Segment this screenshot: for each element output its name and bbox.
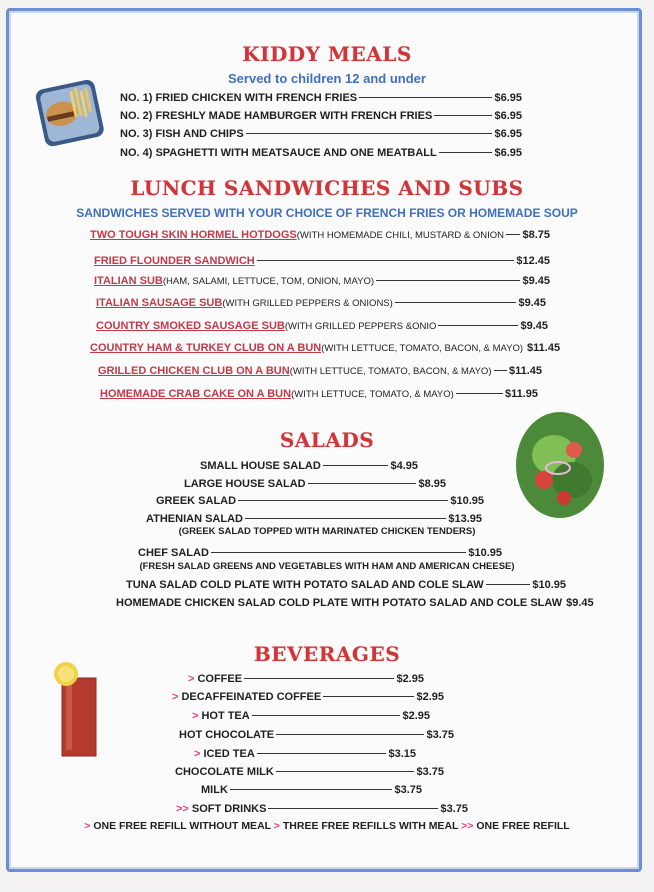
salad-label: LARGE HOUSE SALAD — [184, 478, 306, 490]
leader-line — [434, 115, 492, 116]
leader-line — [506, 234, 520, 235]
kiddy-meal-label: NO. 1) FRIED CHICKEN WITH FRENCH FRIES — [120, 92, 358, 104]
leader-line — [276, 771, 415, 772]
lunch-item-row — [90, 342, 561, 354]
lunch-item-description: (WITH LETTUCE, TOMATO, BACON, & MAYO) — [289, 365, 492, 377]
kiddy-meals-subtitle: Served to children 12 and under — [228, 71, 426, 86]
beverage-marker: > — [188, 673, 195, 685]
lunch-item-name: TWO TOUGH SKIN HORMEL HOTDOGS — [90, 229, 297, 241]
salad-price: $10.95 — [468, 547, 502, 559]
beverage-label: DECAFFEINATED COFFEE — [181, 691, 322, 703]
lunch-item-name: HOMEMADE CRAB CAKE ON A BUN — [100, 388, 292, 400]
refill-marker-3: >> — [461, 820, 474, 832]
kiddy-meal-row — [120, 147, 522, 159]
lunch-item-price: $11.95 — [504, 388, 538, 400]
salad-label: HOMEMADE CHICKEN SALAD COLD PLATE WITH POTATO SALAD AND COLE SLAW — [116, 597, 563, 609]
beverage-price: $3.15 — [388, 748, 416, 760]
lunch-item-price: $8.75 — [522, 229, 550, 241]
burger-fries-photo — [34, 76, 106, 152]
leader-line — [494, 370, 507, 371]
beverage-row — [176, 729, 454, 741]
salad-price: $9.45 — [566, 597, 594, 609]
beverage-label: ICED TEA — [203, 748, 255, 760]
refill-without-meal: ONE FREE REFILL WITHOUT MEAL — [93, 820, 271, 832]
kiddy-meal-price: $6.95 — [494, 128, 522, 140]
kiddy-meal-row — [120, 128, 522, 140]
beverage-row — [188, 673, 424, 685]
leader-line — [323, 696, 414, 697]
beverage-row — [172, 691, 444, 703]
salad-price: $10.95 — [450, 495, 484, 507]
lunch-item-description: (WITH LETTUCE, TOMATO, & MAYO) — [291, 388, 454, 400]
beverage-row — [194, 748, 416, 760]
lunch-item-name: ITALIAN SUB — [94, 275, 163, 287]
salad-label: ATHENIAN SALAD — [146, 513, 243, 525]
salad-row — [184, 478, 446, 490]
chef-salad-note: (FRESH SALAD GREENS AND VEGETABLES WITH HAM AND AMERICAN CHEESE) — [139, 561, 515, 572]
beverage-price: $2.95 — [396, 673, 424, 685]
kiddy-meal-row — [120, 110, 522, 122]
lunch-item-name: GRILLED CHICKEN CLUB ON A BUN — [98, 365, 290, 377]
leader-line — [323, 465, 389, 466]
leader-line — [211, 552, 466, 553]
leader-line — [376, 280, 520, 281]
kiddy-meal-price: $6.95 — [494, 110, 522, 122]
salad-label: GREEK SALAD — [156, 495, 237, 507]
beverage-marker: > — [192, 710, 199, 722]
lunch-item-row — [96, 297, 546, 309]
leader-line — [359, 97, 492, 98]
salad-price: $4.95 — [390, 460, 418, 472]
kiddy-meal-row — [120, 92, 522, 104]
leader-line — [268, 808, 438, 809]
lunch-item-name: COUNTRY HAM & TURKEY CLUB ON A BUN — [90, 342, 322, 354]
lunch-item-row — [100, 388, 538, 400]
salad-price: $8.95 — [418, 478, 446, 490]
beverage-label: HOT TEA — [201, 710, 250, 722]
salads-title: SALADS — [279, 428, 375, 452]
lunch-subtitle: SANDWICHES SERVED WITH YOUR CHOICE OF FRENCH FRIES OR HOMEMADE SOUP — [76, 206, 578, 220]
salad-row — [116, 597, 594, 609]
lunch-item-row — [94, 255, 550, 267]
leader-line — [252, 715, 401, 716]
leader-line — [257, 260, 515, 261]
beverage-price: $3.75 — [440, 803, 468, 815]
beverage-marker: > — [194, 748, 201, 760]
salad-row — [146, 513, 482, 525]
kiddy-meal-label: NO. 2) FRESHLY MADE HAMBURGER WITH FRENCH FRIES — [120, 110, 433, 122]
lunch-item-row — [98, 365, 542, 377]
lunch-item-price: $9.45 — [522, 275, 550, 287]
salad-photo — [514, 410, 606, 520]
lunch-item-description: (WITH GRILLED PEPPERS & ONIONS) — [222, 297, 393, 309]
refill-marker-1: > — [84, 820, 91, 832]
salad-label: TUNA SALAD COLD PLATE WITH POTATO SALAD AND COLE SLAW — [126, 579, 484, 591]
beverage-label: CHOCOLATE MILK — [175, 766, 274, 778]
beverage-row — [172, 766, 444, 778]
beverage-row — [192, 710, 430, 722]
salad-row — [156, 495, 484, 507]
leader-line — [395, 302, 517, 303]
beverage-marker: > — [172, 691, 179, 703]
lunch-item-price: $12.45 — [516, 255, 550, 267]
lunch-item-row — [96, 320, 548, 332]
beverage-label: MILK — [201, 784, 228, 796]
salad-price: $10.95 — [532, 579, 566, 591]
beverage-label: HOT CHOCOLATE — [179, 729, 275, 741]
kiddy-meals-title: KIDDY MEALS — [242, 42, 412, 66]
beverage-price: $2.95 — [416, 691, 444, 703]
salad-row — [126, 579, 566, 591]
lunch-item-name: ITALIAN SAUSAGE SUB — [96, 297, 223, 309]
leader-line — [438, 325, 518, 326]
leader-line — [276, 734, 424, 735]
salad-label: SMALL HOUSE SALAD — [200, 460, 321, 472]
lunch-item-description: (HAM, SALAMI, LETTUCE, TOM, ONION, MAYO) — [162, 275, 374, 287]
iced-tea-photo — [52, 658, 104, 758]
beverage-label: SOFT DRINKS — [191, 803, 267, 815]
salad-label: CHEF SALAD — [138, 547, 209, 559]
leader-line — [439, 152, 493, 153]
lunch-item-row — [90, 229, 550, 241]
beverages-title: BEVERAGES — [253, 642, 401, 666]
lunch-item-name: COUNTRY SMOKED SAUSAGE SUB — [96, 320, 285, 332]
athenian-salad-note: (GREEK SALAD TOPPED WITH MARINATED CHICKEN TENDERS) — [178, 526, 476, 537]
lunch-title: LUNCH SANDWICHES AND SUBS — [130, 176, 524, 200]
leader-line — [486, 584, 531, 585]
beverage-price: $2.95 — [402, 710, 430, 722]
leader-line — [244, 678, 394, 679]
refill-marker-2: > — [273, 820, 280, 832]
leader-line — [246, 133, 493, 134]
beverage-marker: >> — [176, 803, 189, 815]
lunch-item-name: FRIED FLOUNDER SANDWICH — [94, 255, 255, 267]
lunch-item-price: $9.45 — [520, 320, 548, 332]
leader-line — [257, 753, 387, 754]
leader-line — [230, 789, 393, 790]
beverage-price: $3.75 — [416, 766, 444, 778]
beverage-price: $3.75 — [426, 729, 454, 741]
leader-line — [308, 483, 417, 484]
kiddy-meal-price: $6.95 — [494, 92, 522, 104]
refill-policy — [0, 820, 654, 832]
beverage-row — [176, 803, 468, 815]
kiddy-meal-label: NO. 3) FISH AND CHIPS — [120, 128, 244, 140]
leader-line — [245, 518, 446, 519]
beverage-label: COFFEE — [197, 673, 243, 685]
leader-line — [456, 393, 503, 394]
lunch-item-price: $11.45 — [527, 342, 561, 354]
lunch-item-price: $11.45 — [508, 365, 542, 377]
lunch-item-description: (WITH GRILLED PEPPERS &ONIO — [284, 320, 437, 332]
beverage-row — [198, 784, 422, 796]
salad-row — [138, 547, 502, 559]
lunch-item-row — [94, 275, 550, 287]
leader-line — [238, 500, 448, 501]
salad-price: $13.95 — [448, 513, 482, 525]
lunch-item-description: (WITH LETTUCE, TOMATO, BACON, & MAYO) — [321, 342, 524, 354]
soft-drink-refill: ONE FREE REFILL — [476, 820, 570, 832]
refill-with-meal: THREE FREE REFILLS WITH MEAL — [282, 820, 459, 832]
kiddy-meal-price: $6.95 — [494, 147, 522, 159]
beverage-price: $3.75 — [394, 784, 422, 796]
lunch-item-price: $9.45 — [518, 297, 546, 309]
lunch-item-description: (WITH HOMEMADE CHILI, MUSTARD & ONION — [296, 229, 505, 241]
salad-row — [200, 460, 418, 472]
kiddy-meal-label: NO. 4) SPAGHETTI WITH MEATSAUCE AND ONE MEATBALL — [120, 147, 437, 159]
